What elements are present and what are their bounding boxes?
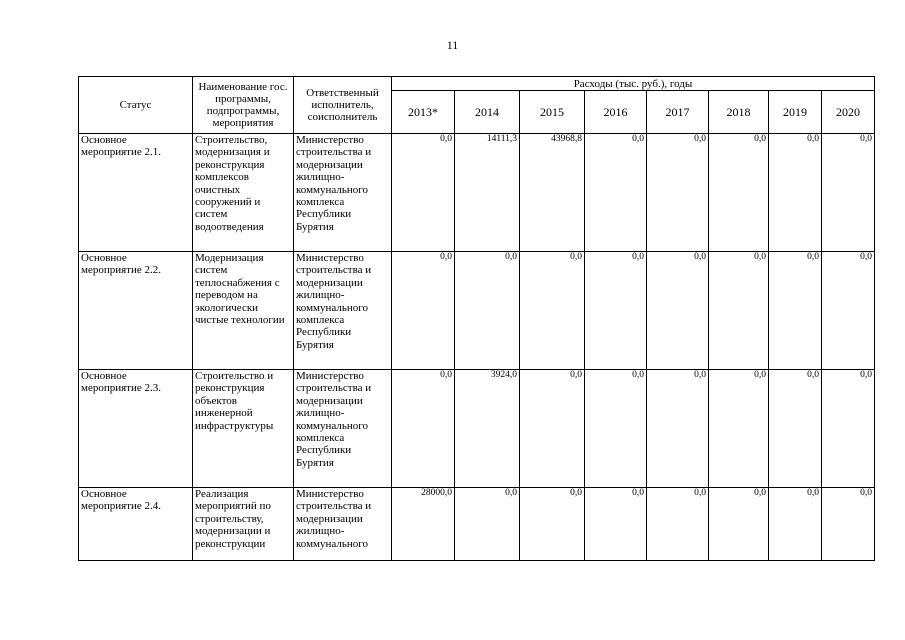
row-value: 0,0 [647,252,709,370]
row-value: 14111,3 [455,134,520,252]
row-value: 0,0 [392,252,455,370]
row-responsible-text: Министерство строительства и модернизации жилищно-коммунального [296,488,372,550]
row-value: 0,0 [822,134,875,252]
row-value: 0,0 [520,488,585,561]
row-value: 0,0 [709,134,769,252]
row-value: 0,0 [647,370,709,488]
row-value: 0,0 [769,252,822,370]
header-expenses-group: Расходы (тыс. руб.), годы [392,77,875,91]
row-value: 0,0 [455,488,520,561]
row-responsible [294,488,392,561]
row-value: 0,0 [392,370,455,488]
row-status: Основное мероприятие 2.3. [79,370,193,488]
header-year: 2015 [520,91,585,134]
table-row [79,488,875,561]
row-value: 0,0 [709,488,769,561]
header-row [79,77,875,91]
row-value: 0,0 [822,370,875,488]
row-responsible: Министерство строительства и модернизации жилищно-коммунального комплекса Республики Бурятия [294,370,392,488]
row-value: 0,0 [822,488,875,561]
row-responsible: Министерство строительства и модернизации жилищно-коммунального комплекса Республики Бурятия [294,252,392,370]
row-value: 0,0 [585,370,647,488]
row-responsible: Министерство строительства и модернизации жилищно-коммунального комплекса Республики Бурятия [294,134,392,252]
row-status [79,488,193,561]
row-value: 43968,8 [520,134,585,252]
header-year: 2014 [455,91,520,134]
table-row [79,370,875,488]
row-value: 0,0 [822,252,875,370]
row-value: 0,0 [520,252,585,370]
row-value: 0,0 [455,252,520,370]
row-program-name-text: Реализация мероприятий по строительству, модернизации и реконструкции [195,488,271,550]
row-value: 0,0 [585,134,647,252]
row-value: 0,0 [585,252,647,370]
row-value: 0,0 [769,134,822,252]
row-value: 0,0 [769,370,822,488]
header-year: 2016 [585,91,647,134]
header-program-name: Наименование гос. программы, подпрограммы, мероприятия [193,77,294,134]
row-value: 0,0 [520,370,585,488]
table-row [79,252,875,370]
row-program-name: Строительство, модернизация и реконструкция комплексов очистных сооружений и систем водоотведения [193,134,294,252]
row-program-name [193,488,294,561]
row-value: 3924,0 [455,370,520,488]
row-value: 28000,0 [392,488,455,561]
row-value: 0,0 [769,488,822,561]
header-responsible: Ответственный исполнитель, соисполнитель [294,77,392,134]
header-year: 2019 [769,91,822,134]
row-status-text: Основное мероприятие 2.4. [81,488,162,513]
row-value: 0,0 [647,488,709,561]
row-status: Основное мероприятие 2.2. [79,252,193,370]
row-status: Основное мероприятие 2.1. [79,134,193,252]
row-program-name: Строительство и реконструкция объектов инженерной инфраструктуры [193,370,294,488]
expenses-table [78,76,875,561]
header-year: 2013* [392,91,455,134]
row-value: 0,0 [392,134,455,252]
header-status: Статус [79,77,193,134]
page-number: 11 [446,38,459,52]
header-year: 2020 [822,91,875,134]
row-value: 0,0 [709,252,769,370]
row-value: 0,0 [647,134,709,252]
row-value: 0,0 [585,488,647,561]
header-year: 2018 [709,91,769,134]
table-row [79,134,875,252]
header-year: 2017 [647,91,709,134]
row-value: 0,0 [709,370,769,488]
row-program-name: Модернизация систем теплоснабжения с переводом на экологически чистые технологии [193,252,294,370]
